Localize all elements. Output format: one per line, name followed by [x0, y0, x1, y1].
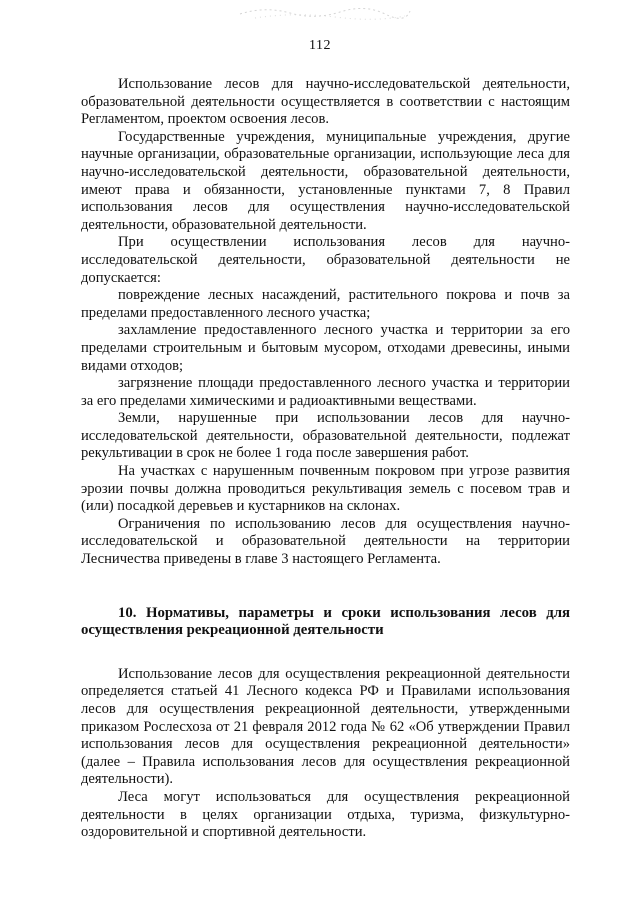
- list-item: загрязнение площади предоставленного лесного участка и территории за его пределами химическими и радиоактивными веществами.: [81, 375, 570, 409]
- page-number: 112: [309, 38, 331, 53]
- list-item: захламление предоставленного лесного участка и территории за его пределами строительным и бытовым мусором, отходами древесины, иными видами отходов;: [81, 322, 570, 374]
- paragraph: Леса могут использоваться для осуществления рекреационной деятельности в целях организации отдыха, туризма, физкультурно-оздоровительной и спортивной деятельности.: [81, 788, 570, 841]
- paragraph: Земли, нарушенные при использовании лесов для научно-исследовательской деятельности, образовательной деятельности, подлежат рекультивации в срок не более 1 года после завершения работ.: [81, 410, 570, 462]
- section-heading: 10. Нормативы, параметры и сроки использования лесов для осуществления рекреационной деятельности: [81, 604, 570, 639]
- document-body: [81, 76, 570, 842]
- paragraph: Использование лесов для осуществления рекреационной деятельности определяется статьей 41 Лесного кодекса РФ и Правилами использования лесов для осуществления рекреационной деятельности, утвержденными приказом Рослесхоза от 21 февраля 2012 года № 62 «Об утверждении Правил использования лесов для осуществления рекреационной деятельности» (далее – Правила использования лесов для осуществления рекреационной деятельности).: [81, 665, 570, 788]
- faint-stamp-mark: [235, 4, 415, 22]
- paragraph: На участках с нарушенным почвенным покровом при угрозе развития эрозии почвы должна проводиться рекультивация земель с посевом трав и (или) посадкой деревьев и кустарников на склонах.: [81, 463, 570, 515]
- paragraph: Государственные учреждения, муниципальные учреждения, другие научные организации, образовательные организации, использующие леса для научно-исследовательской деятельности, образовательной деятельности, имеют права и обязанности, установленные пунктами 7, 8 Правил использования лесов для осуществления научно-исследовательской деятельности, образовательной деятельности.: [81, 128, 570, 233]
- list-item: повреждение лесных насаждений, растительного покрова и почв за пределами предоставленного лесного участка;: [81, 287, 570, 321]
- paragraph: Ограничения по использованию лесов для осуществления научно-исследовательской и образовательной деятельности на территории Лесничества приведены в главе 3 настоящего Регламента.: [81, 515, 570, 568]
- paragraph: При осуществлении использования лесов для научно-исследовательской деятельности, образовательной деятельности не допускается:: [81, 234, 570, 286]
- paragraph: Использование лесов для научно-исследовательской деятельности, образовательной деятельности осуществляется в соответствии с настоящим Регламентом, проектом освоения лесов.: [81, 76, 570, 128]
